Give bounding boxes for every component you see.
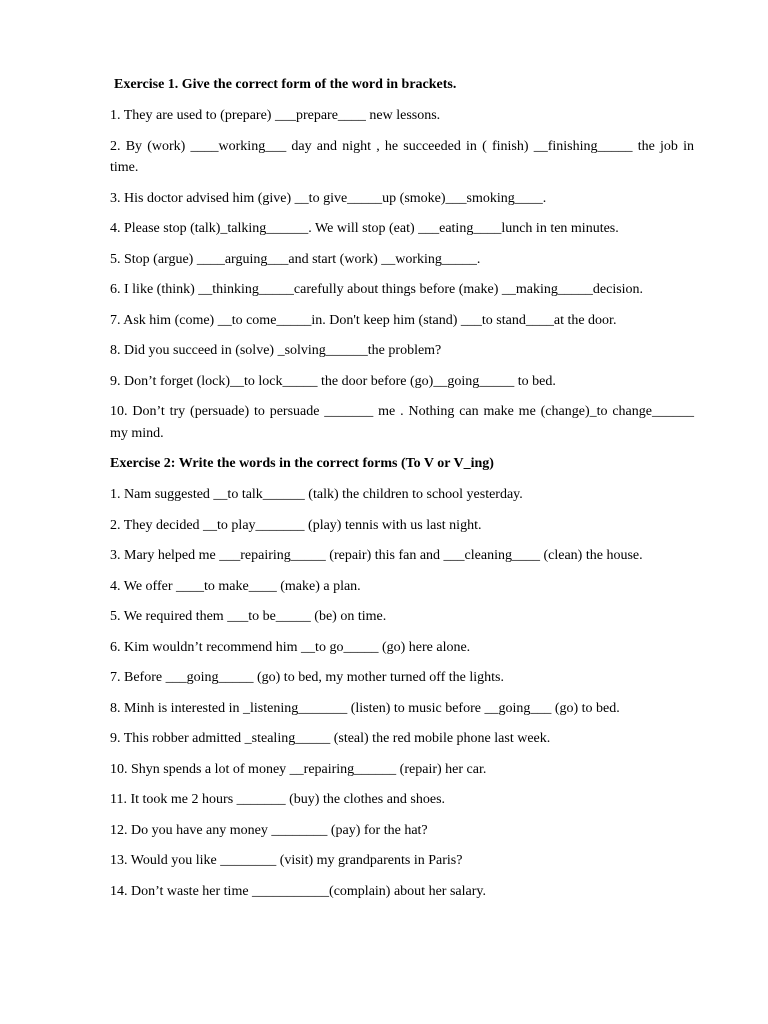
exercise-2-item-13: 13. Would you like ________ (visit) my grandparents in Paris? xyxy=(110,853,463,868)
exercise-2-item-9: 9. This robber admitted _stealing_____ (steal) the red mobile phone last week. xyxy=(110,731,551,746)
exercise-2-item-6: 6. Kim wouldn’t recommend him __to go_____ (go) here alone. xyxy=(110,639,471,655)
worksheet-page xyxy=(110,74,694,911)
exercise-2-item-7: 7. Before ___going_____ (go) to bed, my mother turned off the lights. xyxy=(110,670,505,685)
exercise-2-item-11: 11. It took me 2 hours _______ (buy) the clothes and shoes. xyxy=(110,792,446,807)
exercise-1-item-4: 4. Please stop (talk)_talking______. We will stop (eat) ___eating____lunch in ten minutes. xyxy=(110,221,619,236)
exercise-1-item-3: 3. His doctor advised him (give) __to give_____up (smoke)___smoking____. xyxy=(110,190,547,206)
exercise-2-item-10: 10. Shyn spends a lot of money __repairing______ (repair) her car. xyxy=(110,761,487,777)
exercise-1-item-7: 7. Ask him (come) __to come_____in. Don't keep him (stand) ___to stand____at the door. xyxy=(110,312,617,328)
exercise-2-item-2: 2. They decided __to play_______ (play) tennis with us last night. xyxy=(110,517,482,533)
exercise-2-item-3: 3. Mary helped me ___repairing_____ (repair) this fan and ___cleaning____ (clean) the house. xyxy=(110,548,643,563)
exercise-2-item-8: 8. Minh is interested in _listening_______ (listen) to music before __going___ (go) to bed. xyxy=(110,700,620,716)
exercise-2-item-1: 1. Nam suggested __to talk______ (talk) the children to school yesterday. xyxy=(110,487,523,502)
exercise-1-item-1: 1. They are used to (prepare) ___prepare____ new lessons. xyxy=(110,108,441,123)
exercise-1-item-10: 10. Don’t try (persuade) to persuade _______ me . Nothing can make me (change)_to change______ my mind. xyxy=(110,404,694,441)
exercise-1-item-8: 8. Did you succeed in (solve) _solving______the problem? xyxy=(110,343,442,358)
exercise-1-title: Exercise 1. Give the correct form of the word in brackets. xyxy=(114,77,457,92)
exercise-1-item-6: 6. I like (think) __thinking_____carefully about things before (make) __making_____decision. xyxy=(110,282,644,297)
exercise-2-item-12: 12. Do you have any money ________ (pay) for the hat? xyxy=(110,822,428,838)
exercise-2-item-4: 4. We offer ____to make____ (make) a plan. xyxy=(110,578,361,594)
exercise-2-item-14: 14. Don’t waste her time ___________(complain) about her salary. xyxy=(110,883,486,899)
exercise-2-item-5: 5. We required them ___to be_____ (be) on time. xyxy=(110,609,387,624)
exercise-1-item-9: 9. Don’t forget (lock)__to lock_____ the door before (go)__going_____ to bed. xyxy=(110,373,556,389)
exercise-1-item-5: 5. Stop (argue) ____arguing___and start (work) __working_____. xyxy=(110,251,481,267)
exercise-1-item-2: 2. By (work) ____working___ day and night , he succeeded in ( finish) __finishing_____ the job in time. xyxy=(110,138,694,175)
exercise-2-title: Exercise 2: Write the words in the correct forms (To V or V_ing) xyxy=(110,456,494,471)
